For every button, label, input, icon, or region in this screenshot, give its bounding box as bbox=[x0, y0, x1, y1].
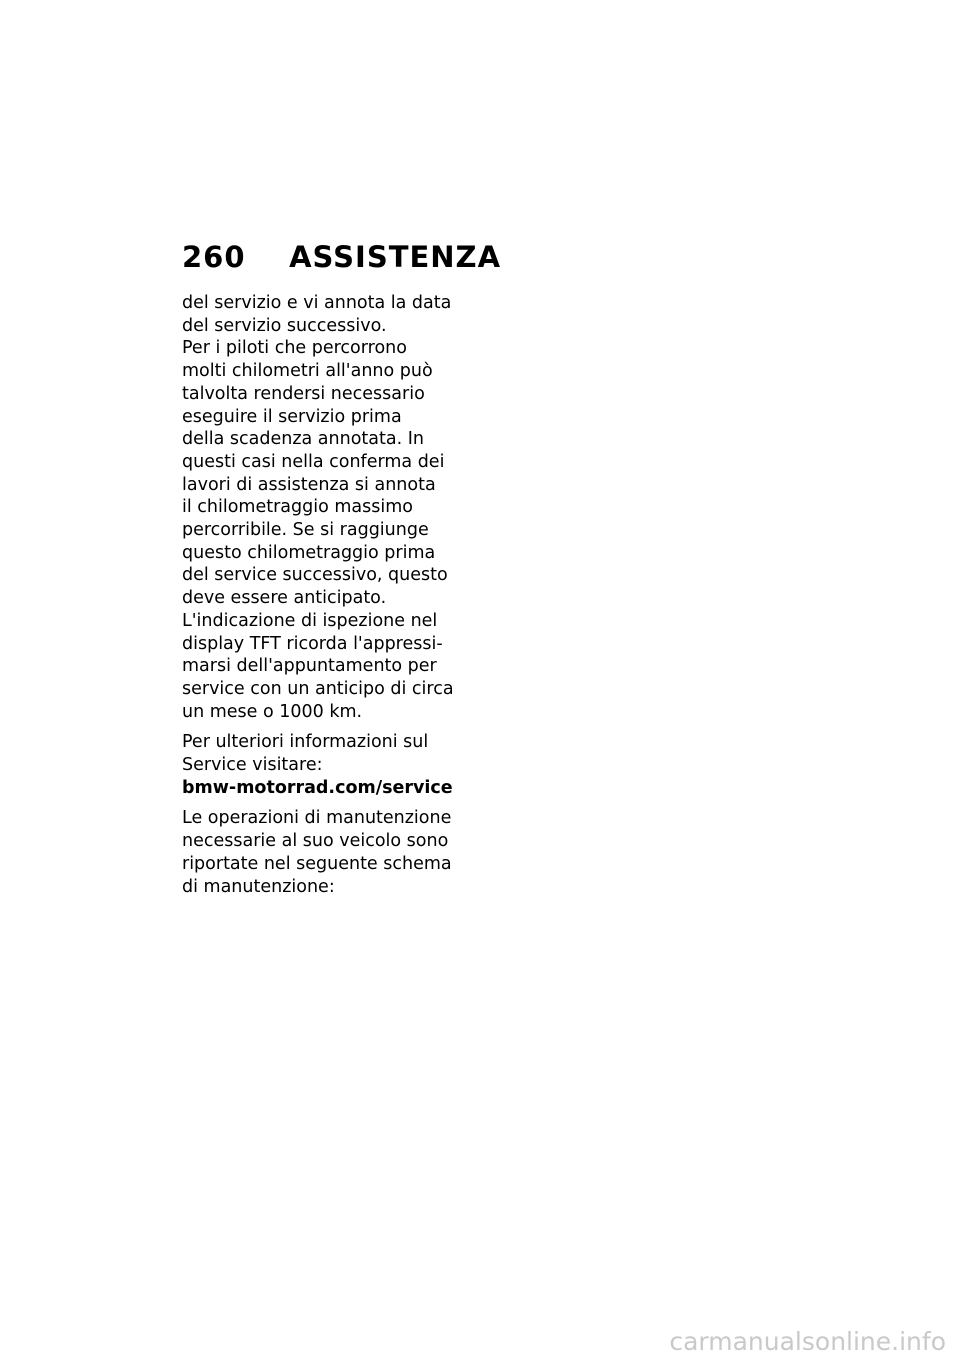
text-line: marsi dell'appuntamento per bbox=[182, 656, 437, 677]
text-line: talvolta rendersi necessario bbox=[182, 383, 425, 404]
text-line: eseguire il servizio prima bbox=[182, 406, 402, 427]
watermark: carmanualsonline.info bbox=[669, 1327, 946, 1356]
text-line: del servizio successivo. bbox=[182, 315, 387, 336]
body-text bbox=[182, 292, 452, 898]
text-line: riportate nel seguente schema bbox=[182, 853, 452, 874]
text-line: Service visitare: bbox=[182, 755, 323, 776]
text-line: questi casi nella conferma dei bbox=[182, 451, 445, 472]
text-line: del servizio e vi annota la data bbox=[182, 293, 452, 313]
text-line: Per ulteriori informazioni sul bbox=[182, 732, 429, 753]
service-website-link: bmw-motorrad.com/service bbox=[182, 777, 453, 798]
text-line: percorribile. Se si raggiunge bbox=[182, 520, 429, 541]
page-header bbox=[182, 240, 501, 280]
paragraph-more-info bbox=[182, 731, 452, 799]
text-line: molti chilometri all'anno può bbox=[182, 361, 433, 382]
text-line: display TFT ricorda l'appressi- bbox=[182, 633, 443, 654]
text-line: del service successivo, questo bbox=[182, 565, 448, 586]
text-line: Per i piloti che percorrono bbox=[182, 338, 407, 359]
text-line: il chilometraggio massimo bbox=[182, 497, 413, 518]
text-line: deve essere anticipato. bbox=[182, 588, 387, 609]
chapter-title: ASSISTENZA bbox=[289, 240, 502, 274]
text-line: service con un anticipo di circa bbox=[182, 678, 454, 699]
text-line: L'indicazione di ispezione nel bbox=[182, 610, 438, 631]
text-line: Le operazioni di manutenzione bbox=[182, 808, 452, 829]
paragraph-service-schedule bbox=[182, 292, 452, 723]
text-line: lavori di assistenza si annota bbox=[182, 474, 436, 495]
text-line: un mese o 1000 km. bbox=[182, 701, 363, 722]
page-number: 260 bbox=[182, 240, 246, 274]
text-line: di manutenzione: bbox=[182, 876, 335, 897]
text-line: questo chilometraggio prima bbox=[182, 542, 436, 563]
text-line: necessarie al suo veicolo sono bbox=[182, 831, 449, 852]
text-line: della scadenza annotata. In bbox=[182, 429, 424, 450]
paragraph-maintenance-schedule bbox=[182, 807, 452, 898]
